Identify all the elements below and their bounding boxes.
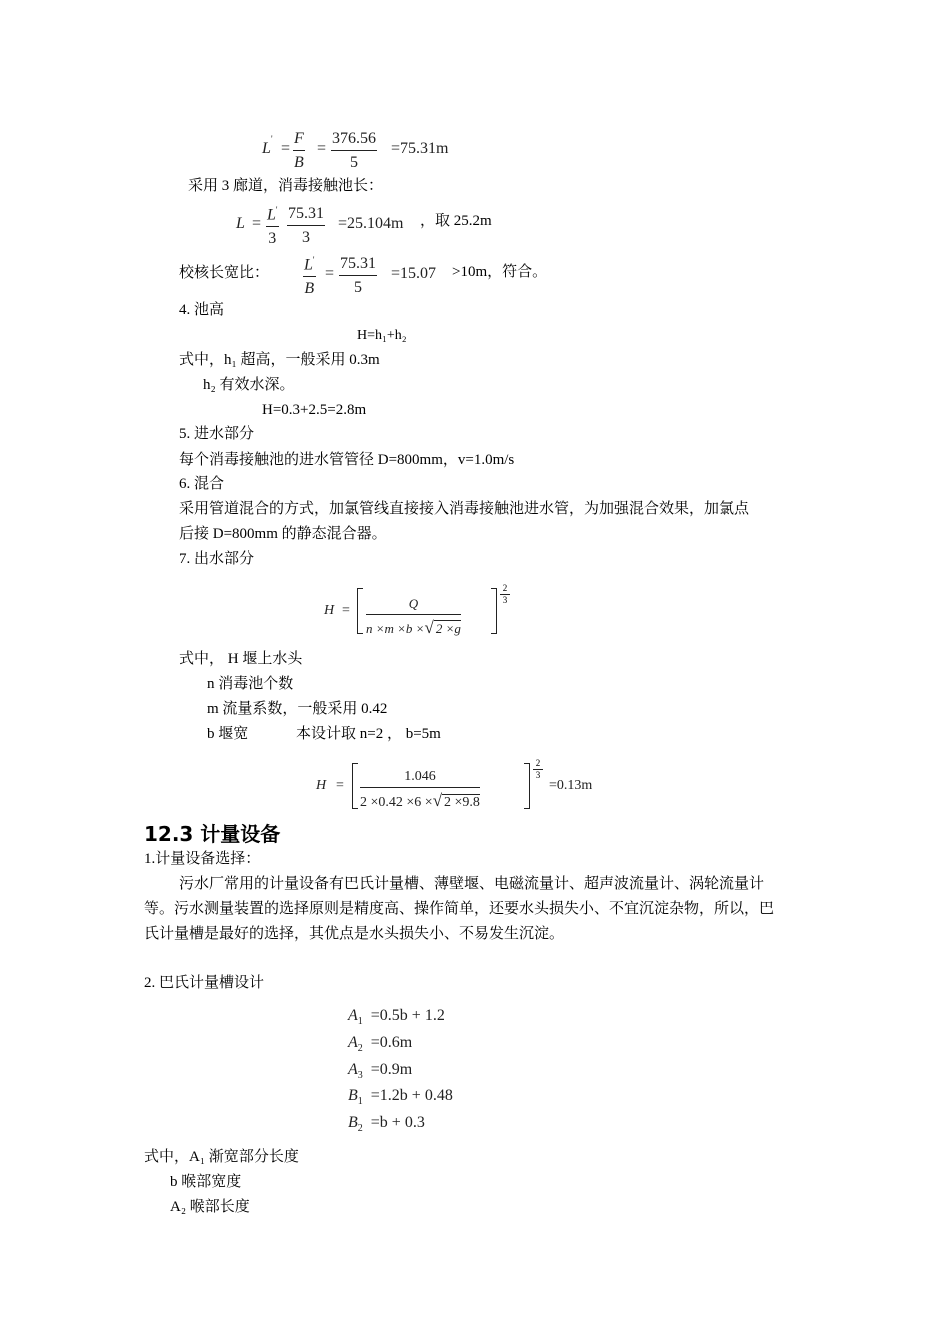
eq1-frac2: $\frac{376.56}{5}$ [332,130,376,171]
section-5-title: 5. 进水部分 [179,426,255,442]
eq1-prime: ' [271,134,273,144]
eq1-frac1: $\frac{F}{B}$ [294,130,304,171]
section-4-title: 4. 池高 [179,302,225,318]
section-heading: 12.3 计量设备 [144,822,281,846]
formula-row: $B_1 =1.2b + 0.48$ [348,1087,453,1107]
meter-sub1: 1.计量设备选择： [144,851,261,867]
meter-sub2: 2. 巴氏计量槽设计 [144,975,265,991]
formula-row: $A_1 =0.5b + 1.2$ [348,1007,445,1027]
eq1-lhs: L [262,140,271,157]
eq1-result: =75.31m [391,140,449,157]
section-6-title: 6. 混合 [179,476,225,492]
eq2-note: ，取 25.2m [420,213,492,229]
formula-row: $A_2 =0.6m$ [348,1034,413,1054]
formula-row: $B_2 =b + 0.3$ [348,1114,425,1134]
corridor-line: 采用 3 廊道，消毒接触池长： [188,178,384,194]
formula-row: $A_3 =0.9m$ [348,1061,413,1081]
section-7-title: 7. 出水部分 [179,551,255,567]
s4-formula: H=h₁+h₂ [357,328,407,343]
